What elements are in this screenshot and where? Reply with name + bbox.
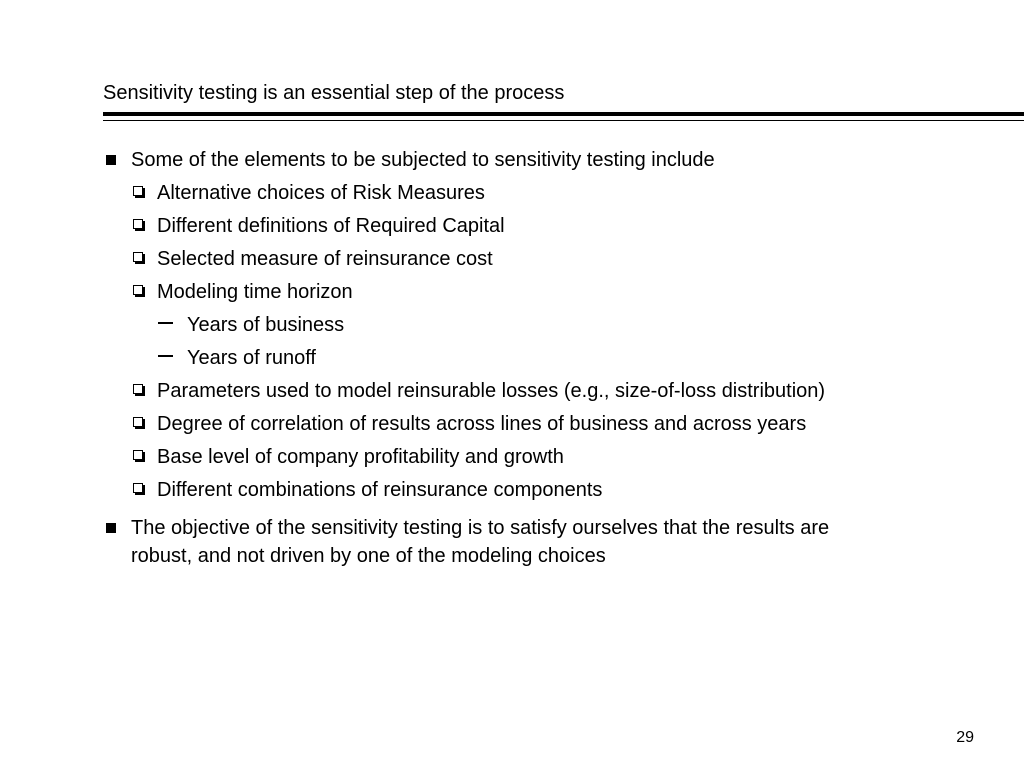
hollow-square-bullet-icon xyxy=(133,450,143,460)
hollow-square-bullet-icon xyxy=(133,186,143,196)
bullet-text: Some of the elements to be subjected to sensitivity testing include xyxy=(131,149,715,171)
sub-sub-bullet-text: Years of business xyxy=(187,314,345,336)
sub-bullet-text: Degree of correlation of results across lines of business and across years xyxy=(157,413,807,435)
square-bullet-icon xyxy=(106,523,116,533)
sub-bullet-text: Selected measure of reinsurance cost xyxy=(157,248,493,270)
sub-sub-bullet-text: Years of runoff xyxy=(187,347,316,369)
sub-bullet-text: Alternative choices of Risk Measures xyxy=(157,182,485,204)
dash-bullet-icon xyxy=(158,322,173,324)
sub-bullet-text: Parameters used to model reinsurable losses (e.g., size-of-loss distribution) xyxy=(157,380,826,402)
sub-bullet-text: Base level of company profitability and growth xyxy=(157,446,564,468)
bullet-text-line-1: The objective of the sensitivity testing is to satisfy ourselves that the results are xyxy=(131,517,830,539)
bullet-text-line-2: robust, and not driven by one of the modeling choices xyxy=(131,545,606,567)
hollow-square-bullet-icon xyxy=(133,417,143,427)
page-number: 29 xyxy=(956,729,974,746)
hollow-square-bullet-icon xyxy=(133,252,143,262)
hollow-square-bullet-icon xyxy=(133,285,143,295)
sub-bullet-text: Different combinations of reinsurance components xyxy=(157,479,603,501)
sub-bullet-text: Different definitions of Required Capital xyxy=(157,215,505,237)
hollow-square-bullet-icon xyxy=(133,219,143,229)
hollow-square-bullet-icon xyxy=(133,384,143,394)
dash-bullet-icon xyxy=(158,355,173,357)
sub-bullet-text: Modeling time horizon xyxy=(157,281,353,303)
slide-title: Sensitivity testing is an essential step of the process xyxy=(103,82,565,104)
hollow-square-bullet-icon xyxy=(133,483,143,493)
square-bullet-icon xyxy=(106,155,116,165)
